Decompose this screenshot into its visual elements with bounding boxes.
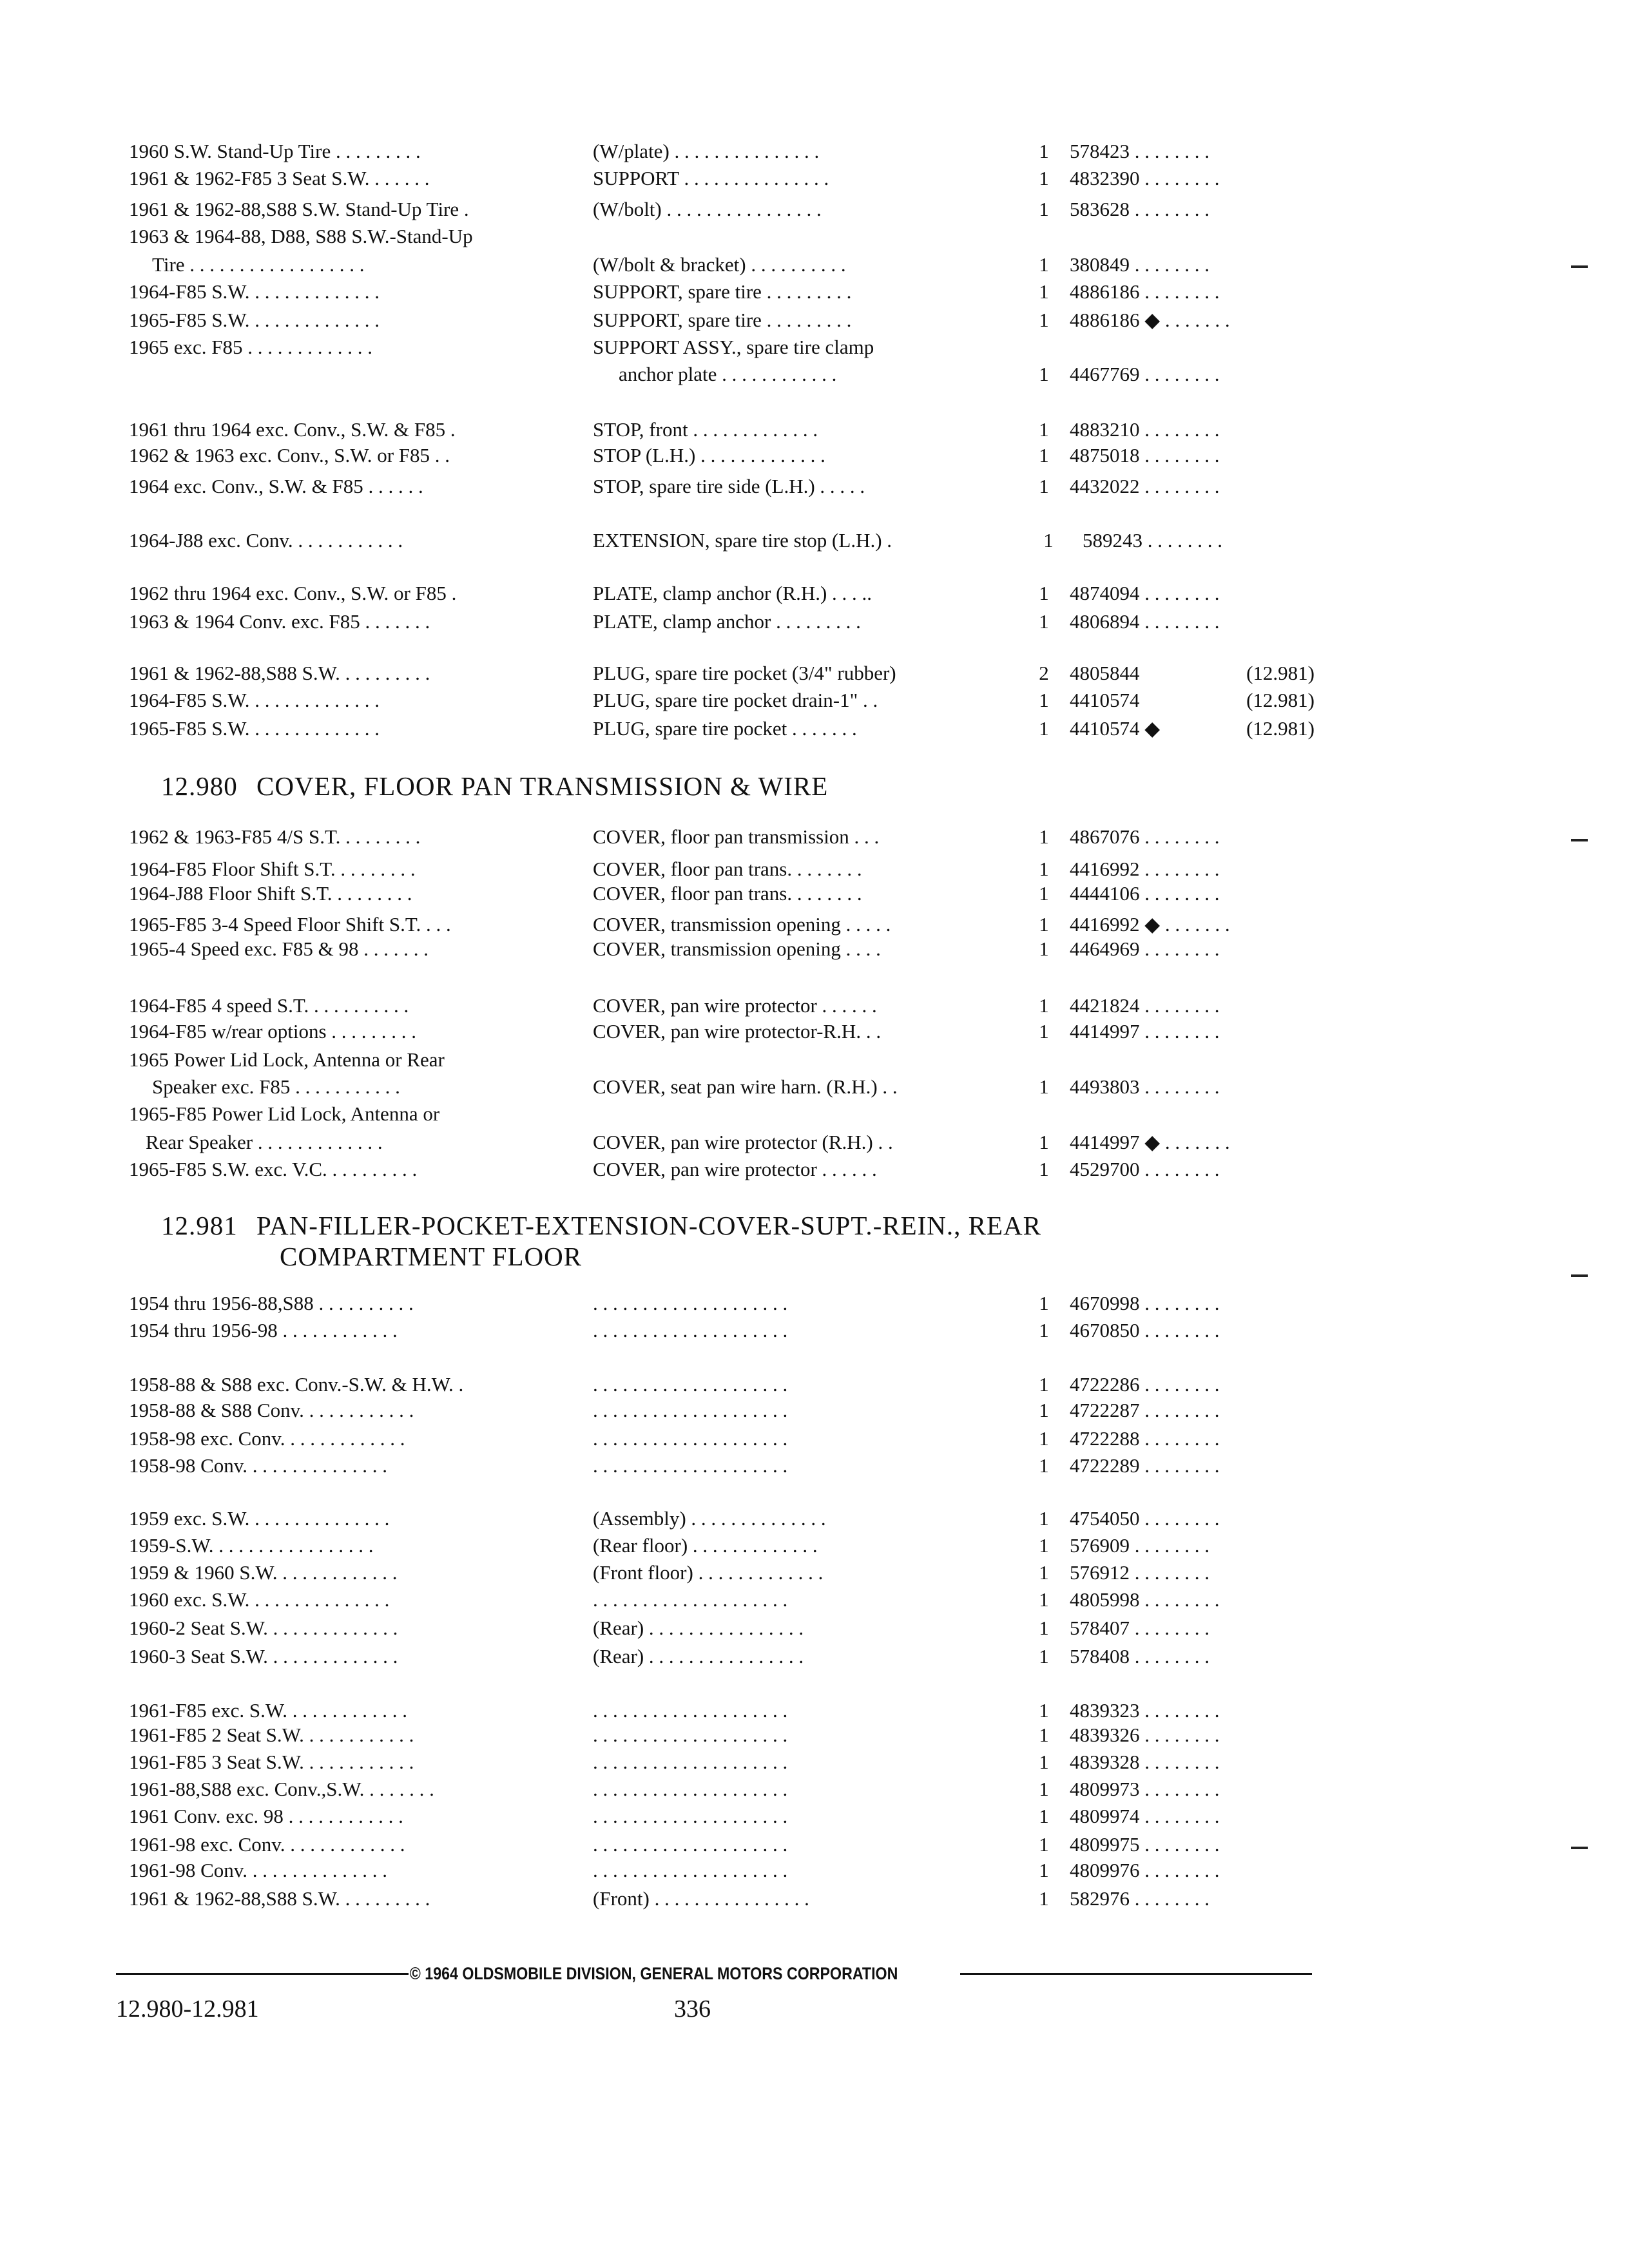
quantity-cell: 1 bbox=[1039, 858, 1049, 880]
margin-mark bbox=[1571, 1847, 1588, 1849]
quantity-cell: 1 bbox=[1039, 309, 1049, 331]
part-number-cell: 4805998 . . . . . . . . bbox=[1070, 1588, 1220, 1611]
section-number: 12.980 bbox=[161, 771, 238, 801]
quantity-cell: 1 bbox=[1039, 198, 1049, 220]
application-cell: 1961 & 1962-88,S88 S.W. . . . . . . . . . bbox=[129, 662, 430, 684]
margin-mark bbox=[1571, 839, 1588, 841]
application-cell: 1962 & 1963 exc. Conv., S.W. or F85 . . bbox=[129, 444, 450, 466]
quantity-cell: 1 bbox=[1039, 1399, 1049, 1421]
description-cell: SUPPORT ASSY., spare tire clamp bbox=[593, 336, 874, 358]
part-number-cell: 4410574 bbox=[1070, 689, 1140, 711]
cross-reference-cell: (12.981) bbox=[1246, 662, 1315, 684]
part-number-cell: 4839328 . . . . . . . . bbox=[1070, 1751, 1220, 1773]
part-number-cell: 4421824 . . . . . . . . bbox=[1070, 994, 1220, 1017]
part-number-cell: 4467769 . . . . . . . . bbox=[1070, 363, 1220, 385]
description-cell: . . . . . . . . . . . . . . . . . . . . bbox=[593, 1751, 788, 1773]
quantity-cell: 1 bbox=[1039, 1588, 1049, 1611]
quantity-cell: 1 bbox=[1039, 689, 1049, 711]
quantity-cell: 1 bbox=[1039, 1645, 1049, 1667]
part-number-cell: 4722289 . . . . . . . . bbox=[1070, 1454, 1220, 1477]
quantity-cell: 1 bbox=[1039, 1158, 1049, 1180]
quantity-cell: 1 bbox=[1039, 1887, 1049, 1910]
application-cell: 1965-F85 S.W. . . . . . . . . . . . . . bbox=[129, 309, 380, 331]
description-cell: PLUG, spare tire pocket . . . . . . . bbox=[593, 717, 857, 740]
description-cell: COVER, floor pan trans. . . . . . . . bbox=[593, 882, 862, 905]
description-cell: (Rear floor) . . . . . . . . . . . . . bbox=[593, 1534, 818, 1557]
application-cell: 1964-J88 Floor Shift S.T. . . . . . . . . bbox=[129, 882, 412, 905]
copyright-notice: © 1964 OLDSMOBILE DIVISION, GENERAL MOTORS CORPORATION bbox=[409, 1961, 899, 1986]
quantity-cell: 1 bbox=[1039, 582, 1049, 604]
part-number-cell: 4722286 . . . . . . . . bbox=[1070, 1373, 1220, 1396]
part-number-cell: 582976 . . . . . . . . bbox=[1070, 1887, 1210, 1910]
part-number-cell: 4670850 . . . . . . . . bbox=[1070, 1319, 1220, 1341]
application-cell: 1961-F85 exc. S.W. . . . . . . . . . . . . bbox=[129, 1699, 407, 1722]
description-cell: . . . . . . . . . . . . . . . . . . . . bbox=[593, 1319, 788, 1341]
application-cell: 1960 exc. S.W. . . . . . . . . . . . . . . bbox=[129, 1588, 390, 1611]
application-cell: 1954 thru 1956-88,S88 . . . . . . . . . . bbox=[129, 1292, 414, 1314]
application-cell: 1964-F85 S.W. . . . . . . . . . . . . . bbox=[129, 280, 380, 303]
quantity-cell: 1 bbox=[1039, 1833, 1049, 1856]
description-cell: . . . . . . . . . . . . . . . . . . . . bbox=[593, 1724, 788, 1746]
part-number-cell: 4867076 . . . . . . . . bbox=[1070, 825, 1220, 848]
description-cell: COVER, floor pan transmission . . . bbox=[593, 825, 880, 848]
description-cell: (W/plate) . . . . . . . . . . . . . . . bbox=[593, 140, 820, 162]
part-number-cell: 380849 . . . . . . . . bbox=[1070, 253, 1210, 276]
application-cell: 1965-F85 3-4 Speed Floor Shift S.T. . . . bbox=[129, 913, 451, 936]
description-cell: COVER, floor pan trans. . . . . . . . bbox=[593, 858, 862, 880]
description-cell: (Front) . . . . . . . . . . . . . . . . bbox=[593, 1887, 809, 1910]
application-cell: 1962 & 1963-F85 4/S S.T. . . . . . . . . bbox=[129, 825, 421, 848]
application-cell: 1962 thru 1964 exc. Conv., S.W. or F85 . bbox=[129, 582, 457, 604]
application-cell: 1961-88,S88 exc. Conv.,S.W. . . . . . . . bbox=[129, 1778, 434, 1800]
description-cell: COVER, transmission opening . . . . bbox=[593, 937, 881, 960]
section-range: 12.980-12.981 bbox=[116, 1995, 259, 2023]
quantity-cell: 1 bbox=[1039, 167, 1049, 189]
application-cell: 1965-F85 S.W. . . . . . . . . . . . . . bbox=[129, 717, 380, 740]
section-title: PAN-FILLER-POCKET-EXTENSION-COVER-SUPT.-REIN., REAR bbox=[256, 1211, 1041, 1240]
part-number-cell: 4414997 . . . . . . . . bbox=[1070, 1020, 1220, 1043]
part-number-cell: 4464969 . . . . . . . . bbox=[1070, 937, 1220, 960]
quantity-cell: 1 bbox=[1039, 1617, 1049, 1639]
application-cell: 1965-4 Speed exc. F85 & 98 . . . . . . . bbox=[129, 937, 429, 960]
part-number-cell: 4416992 ◆ . . . . . . . bbox=[1070, 913, 1230, 936]
part-number-cell: 578423 . . . . . . . . bbox=[1070, 140, 1210, 162]
application-cell: 1965-F85 Power Lid Lock, Antenna or bbox=[129, 1102, 440, 1125]
description-cell: COVER, pan wire protector . . . . . . bbox=[593, 994, 877, 1017]
section-heading-continuation bbox=[280, 1240, 582, 1273]
part-number-cell: 4432022 . . . . . . . . bbox=[1070, 475, 1220, 497]
part-number-cell: 4410574 ◆ bbox=[1070, 717, 1161, 740]
description-cell: COVER, pan wire protector-R.H. . . bbox=[593, 1020, 882, 1043]
part-number-cell: 4809974 . . . . . . . . bbox=[1070, 1805, 1220, 1827]
quantity-cell: 1 bbox=[1043, 529, 1054, 552]
application-cell: 1959-S.W. . . . . . . . . . . . . . . . . bbox=[129, 1534, 374, 1557]
application-cell: 1964-F85 S.W. . . . . . . . . . . . . . bbox=[129, 689, 380, 711]
application-cell: 1961 & 1962-F85 3 Seat S.W. . . . . . . bbox=[129, 167, 430, 189]
quantity-cell: 1 bbox=[1039, 1507, 1049, 1530]
quantity-cell: 1 bbox=[1039, 1859, 1049, 1881]
description-cell: SUPPORT . . . . . . . . . . . . . . . bbox=[593, 167, 829, 189]
part-number-cell: 4722288 . . . . . . . . bbox=[1070, 1427, 1220, 1450]
part-number-cell: 576912 . . . . . . . . bbox=[1070, 1561, 1210, 1584]
description-cell: COVER, pan wire protector . . . . . . bbox=[593, 1158, 877, 1180]
part-number-cell: 4875018 . . . . . . . . bbox=[1070, 444, 1220, 466]
quantity-cell: 2 bbox=[1039, 662, 1049, 684]
quantity-cell: 1 bbox=[1039, 1561, 1049, 1584]
part-number-cell: 4416992 . . . . . . . . bbox=[1070, 858, 1220, 880]
part-number-cell: 4874094 . . . . . . . . bbox=[1070, 582, 1220, 604]
quantity-cell: 1 bbox=[1039, 1751, 1049, 1773]
quantity-cell: 1 bbox=[1039, 475, 1049, 497]
quantity-cell: 1 bbox=[1039, 913, 1049, 936]
application-cell: 1961 & 1962-88,S88 S.W. Stand-Up Tire . bbox=[129, 198, 469, 220]
part-number-cell: 578408 . . . . . . . . bbox=[1070, 1645, 1210, 1667]
description-cell: . . . . . . . . . . . . . . . . . . . . bbox=[593, 1833, 788, 1856]
section-title: COVER, FLOOR PAN TRANSMISSION & WIRE bbox=[256, 771, 829, 801]
part-number-cell: 4809973 . . . . . . . . bbox=[1070, 1778, 1220, 1800]
description-cell: COVER, transmission opening . . . . . bbox=[593, 913, 891, 936]
part-number-cell: 4722287 . . . . . . . . bbox=[1070, 1399, 1220, 1421]
application-cell: 1954 thru 1956-98 . . . . . . . . . . . . bbox=[129, 1319, 398, 1341]
quantity-cell: 1 bbox=[1039, 1778, 1049, 1800]
application-cell: 1965 Power Lid Lock, Antenna or Rear bbox=[129, 1048, 445, 1071]
quantity-cell: 1 bbox=[1039, 1427, 1049, 1450]
application-cell: 1959 & 1960 S.W. . . . . . . . . . . . . bbox=[129, 1561, 398, 1584]
description-cell: SUPPORT, spare tire . . . . . . . . . bbox=[593, 309, 852, 331]
description-cell: PLUG, spare tire pocket (3/4" rubber) bbox=[593, 662, 896, 684]
application-cell: 1961-F85 2 Seat S.W. . . . . . . . . . . . bbox=[129, 1724, 414, 1746]
page-number: 336 bbox=[674, 1995, 711, 2023]
part-number-cell: 4754050 . . . . . . . . bbox=[1070, 1507, 1220, 1530]
description-cell: STOP, front . . . . . . . . . . . . . bbox=[593, 418, 818, 441]
part-number-cell: 4444106 . . . . . . . . bbox=[1070, 882, 1220, 905]
part-number-cell: 576909 . . . . . . . . bbox=[1070, 1534, 1210, 1557]
application-cell: 1964-F85 Floor Shift S.T. . . . . . . . . bbox=[129, 858, 416, 880]
part-number-cell: 589243 . . . . . . . . bbox=[1083, 529, 1222, 552]
quantity-cell: 1 bbox=[1039, 444, 1049, 466]
description-cell: anchor plate . . . . . . . . . . . . bbox=[619, 363, 837, 385]
description-cell: . . . . . . . . . . . . . . . . . . . . bbox=[593, 1859, 788, 1881]
part-number-cell: 4809975 . . . . . . . . bbox=[1070, 1833, 1220, 1856]
part-number-cell: 4806894 . . . . . . . . bbox=[1070, 610, 1220, 633]
description-cell: . . . . . . . . . . . . . . . . . . . . bbox=[593, 1778, 788, 1800]
quantity-cell: 1 bbox=[1039, 882, 1049, 905]
application-cell: 1961-98 exc. Conv. . . . . . . . . . . . . bbox=[129, 1833, 405, 1856]
description-cell: COVER, pan wire protector (R.H.) . . bbox=[593, 1131, 893, 1153]
quantity-cell: 1 bbox=[1039, 1373, 1049, 1396]
part-number-cell: 4670998 . . . . . . . . bbox=[1070, 1292, 1220, 1314]
description-cell: (Rear) . . . . . . . . . . . . . . . . bbox=[593, 1645, 804, 1667]
quantity-cell: 1 bbox=[1039, 1454, 1049, 1477]
part-number-cell: 4886186 ◆ . . . . . . . bbox=[1070, 309, 1230, 331]
application-cell: 1958-98 exc. Conv. . . . . . . . . . . . . bbox=[129, 1427, 405, 1450]
description-cell: . . . . . . . . . . . . . . . . . . . . bbox=[593, 1292, 788, 1314]
description-cell: COVER, seat pan wire harn. (R.H.) . . bbox=[593, 1075, 898, 1098]
description-cell: PLATE, clamp anchor (R.H.) . . . .. bbox=[593, 582, 872, 604]
margin-mark bbox=[1571, 1274, 1588, 1277]
description-cell: PLATE, clamp anchor . . . . . . . . . bbox=[593, 610, 861, 633]
application-cell: 1964-F85 w/rear options . . . . . . . . . bbox=[129, 1020, 417, 1043]
description-cell: PLUG, spare tire pocket drain-1" . . bbox=[593, 689, 878, 711]
quantity-cell: 1 bbox=[1039, 610, 1049, 633]
application-cell: 1960-3 Seat S.W. . . . . . . . . . . . . . bbox=[129, 1645, 398, 1667]
application-cell: 1963 & 1964-88, D88, S88 S.W.-Stand-Up bbox=[129, 225, 473, 247]
application-cell: 1965 exc. F85 . . . . . . . . . . . . . bbox=[129, 336, 373, 358]
margin-mark bbox=[1571, 265, 1588, 268]
part-number-cell: 578407 . . . . . . . . bbox=[1070, 1617, 1210, 1639]
application-cell: 1964-F85 4 speed S.T. . . . . . . . . . . bbox=[129, 994, 409, 1017]
application-cell: 1958-88 & S88 exc. Conv.-S.W. & H.W. . bbox=[129, 1373, 464, 1396]
quantity-cell: 1 bbox=[1039, 1699, 1049, 1722]
part-number-cell: 4805844 bbox=[1070, 662, 1140, 684]
quantity-cell: 1 bbox=[1039, 140, 1049, 162]
application-cell: Tire . . . . . . . . . . . . . . . . . . bbox=[152, 253, 365, 276]
part-number-cell: 4414997 ◆ . . . . . . . bbox=[1070, 1131, 1230, 1153]
footer-rule-left bbox=[116, 1973, 412, 1975]
section-heading bbox=[161, 1209, 1041, 1242]
quantity-cell: 1 bbox=[1039, 1805, 1049, 1827]
part-number-cell: 4809976 . . . . . . . . bbox=[1070, 1859, 1220, 1881]
description-cell: (W/bolt & bracket) . . . . . . . . . . bbox=[593, 253, 846, 276]
description-cell: . . . . . . . . . . . . . . . . . . . . bbox=[593, 1399, 788, 1421]
part-number-cell: 4886186 . . . . . . . . bbox=[1070, 280, 1220, 303]
quantity-cell: 1 bbox=[1039, 1020, 1049, 1043]
quantity-cell: 1 bbox=[1039, 280, 1049, 303]
quantity-cell: 1 bbox=[1039, 253, 1049, 276]
part-number-cell: 583628 . . . . . . . . bbox=[1070, 198, 1210, 220]
quantity-cell: 1 bbox=[1039, 825, 1049, 848]
cross-reference-cell: (12.981) bbox=[1246, 689, 1315, 711]
application-cell: 1964-J88 exc. Conv. . . . . . . . . . . . bbox=[129, 529, 403, 552]
description-cell: . . . . . . . . . . . . . . . . . . . . bbox=[593, 1805, 788, 1827]
application-cell: 1958-88 & S88 Conv. . . . . . . . . . . . bbox=[129, 1399, 414, 1421]
description-cell: . . . . . . . . . . . . . . . . . . . . bbox=[593, 1454, 788, 1477]
application-cell: 1960-2 Seat S.W. . . . . . . . . . . . . . bbox=[129, 1617, 398, 1639]
quantity-cell: 1 bbox=[1039, 1534, 1049, 1557]
application-cell: 1958-98 Conv. . . . . . . . . . . . . . . bbox=[129, 1454, 387, 1477]
quantity-cell: 1 bbox=[1039, 363, 1049, 385]
description-cell: (Assembly) . . . . . . . . . . . . . . bbox=[593, 1507, 826, 1530]
part-number-cell: 4832390 . . . . . . . . bbox=[1070, 167, 1220, 189]
description-cell: (Front floor) . . . . . . . . . . . . . bbox=[593, 1561, 824, 1584]
application-cell: 1961 & 1962-88,S88 S.W. . . . . . . . . . bbox=[129, 1887, 430, 1910]
quantity-cell: 1 bbox=[1039, 1724, 1049, 1746]
description-cell: STOP, spare tire side (L.H.) . . . . . bbox=[593, 475, 865, 497]
application-cell: Speaker exc. F85 . . . . . . . . . . . bbox=[152, 1075, 400, 1098]
section-title: COMPARTMENT FLOOR bbox=[280, 1242, 583, 1271]
quantity-cell: 1 bbox=[1039, 1075, 1049, 1098]
quantity-cell: 1 bbox=[1039, 418, 1049, 441]
application-cell: 1959 exc. S.W. . . . . . . . . . . . . . . bbox=[129, 1507, 390, 1530]
application-cell: 1961-98 Conv. . . . . . . . . . . . . . . bbox=[129, 1859, 387, 1881]
cross-reference-cell: (12.981) bbox=[1246, 717, 1315, 740]
application-cell: 1961 thru 1964 exc. Conv., S.W. & F85 . bbox=[129, 418, 456, 441]
description-cell: . . . . . . . . . . . . . . . . . . . . bbox=[593, 1427, 788, 1450]
application-cell: 1964 exc. Conv., S.W. & F85 . . . . . . bbox=[129, 475, 423, 497]
quantity-cell: 1 bbox=[1039, 1131, 1049, 1153]
part-number-cell: 4839323 . . . . . . . . bbox=[1070, 1699, 1220, 1722]
part-number-cell: 4529700 . . . . . . . . bbox=[1070, 1158, 1220, 1180]
application-cell: 1963 & 1964 Conv. exc. F85 . . . . . . . bbox=[129, 610, 430, 633]
description-cell: (Rear) . . . . . . . . . . . . . . . . bbox=[593, 1617, 804, 1639]
application-cell: 1960 S.W. Stand-Up Tire . . . . . . . . . bbox=[129, 140, 421, 162]
quantity-cell: 1 bbox=[1039, 1292, 1049, 1314]
application-cell: 1961 Conv. exc. 98 . . . . . . . . . . . . bbox=[129, 1805, 403, 1827]
description-cell: . . . . . . . . . . . . . . . . . . . . bbox=[593, 1699, 788, 1722]
description-cell: STOP (L.H.) . . . . . . . . . . . . . bbox=[593, 444, 825, 466]
application-cell: 1961-F85 3 Seat S.W. . . . . . . . . . . . bbox=[129, 1751, 414, 1773]
section-heading bbox=[161, 769, 828, 803]
footer-rule-right bbox=[960, 1973, 1312, 1975]
quantity-cell: 1 bbox=[1039, 1319, 1049, 1341]
application-cell: Rear Speaker . . . . . . . . . . . . . bbox=[146, 1131, 383, 1153]
quantity-cell: 1 bbox=[1039, 717, 1049, 740]
application-cell: 1965-F85 S.W. exc. V.C. . . . . . . . . . bbox=[129, 1158, 418, 1180]
description-cell: SUPPORT, spare tire . . . . . . . . . bbox=[593, 280, 852, 303]
description-cell: EXTENSION, spare tire stop (L.H.) . bbox=[593, 529, 892, 552]
quantity-cell: 1 bbox=[1039, 937, 1049, 960]
description-cell: . . . . . . . . . . . . . . . . . . . . bbox=[593, 1373, 788, 1396]
section-number: 12.981 bbox=[161, 1211, 238, 1240]
description-cell: . . . . . . . . . . . . . . . . . . . . bbox=[593, 1588, 788, 1611]
part-number-cell: 4839326 . . . . . . . . bbox=[1070, 1724, 1220, 1746]
part-number-cell: 4883210 . . . . . . . . bbox=[1070, 418, 1220, 441]
quantity-cell: 1 bbox=[1039, 994, 1049, 1017]
description-cell: (W/bolt) . . . . . . . . . . . . . . . . bbox=[593, 198, 822, 220]
part-number-cell: 4493803 . . . . . . . . bbox=[1070, 1075, 1220, 1098]
